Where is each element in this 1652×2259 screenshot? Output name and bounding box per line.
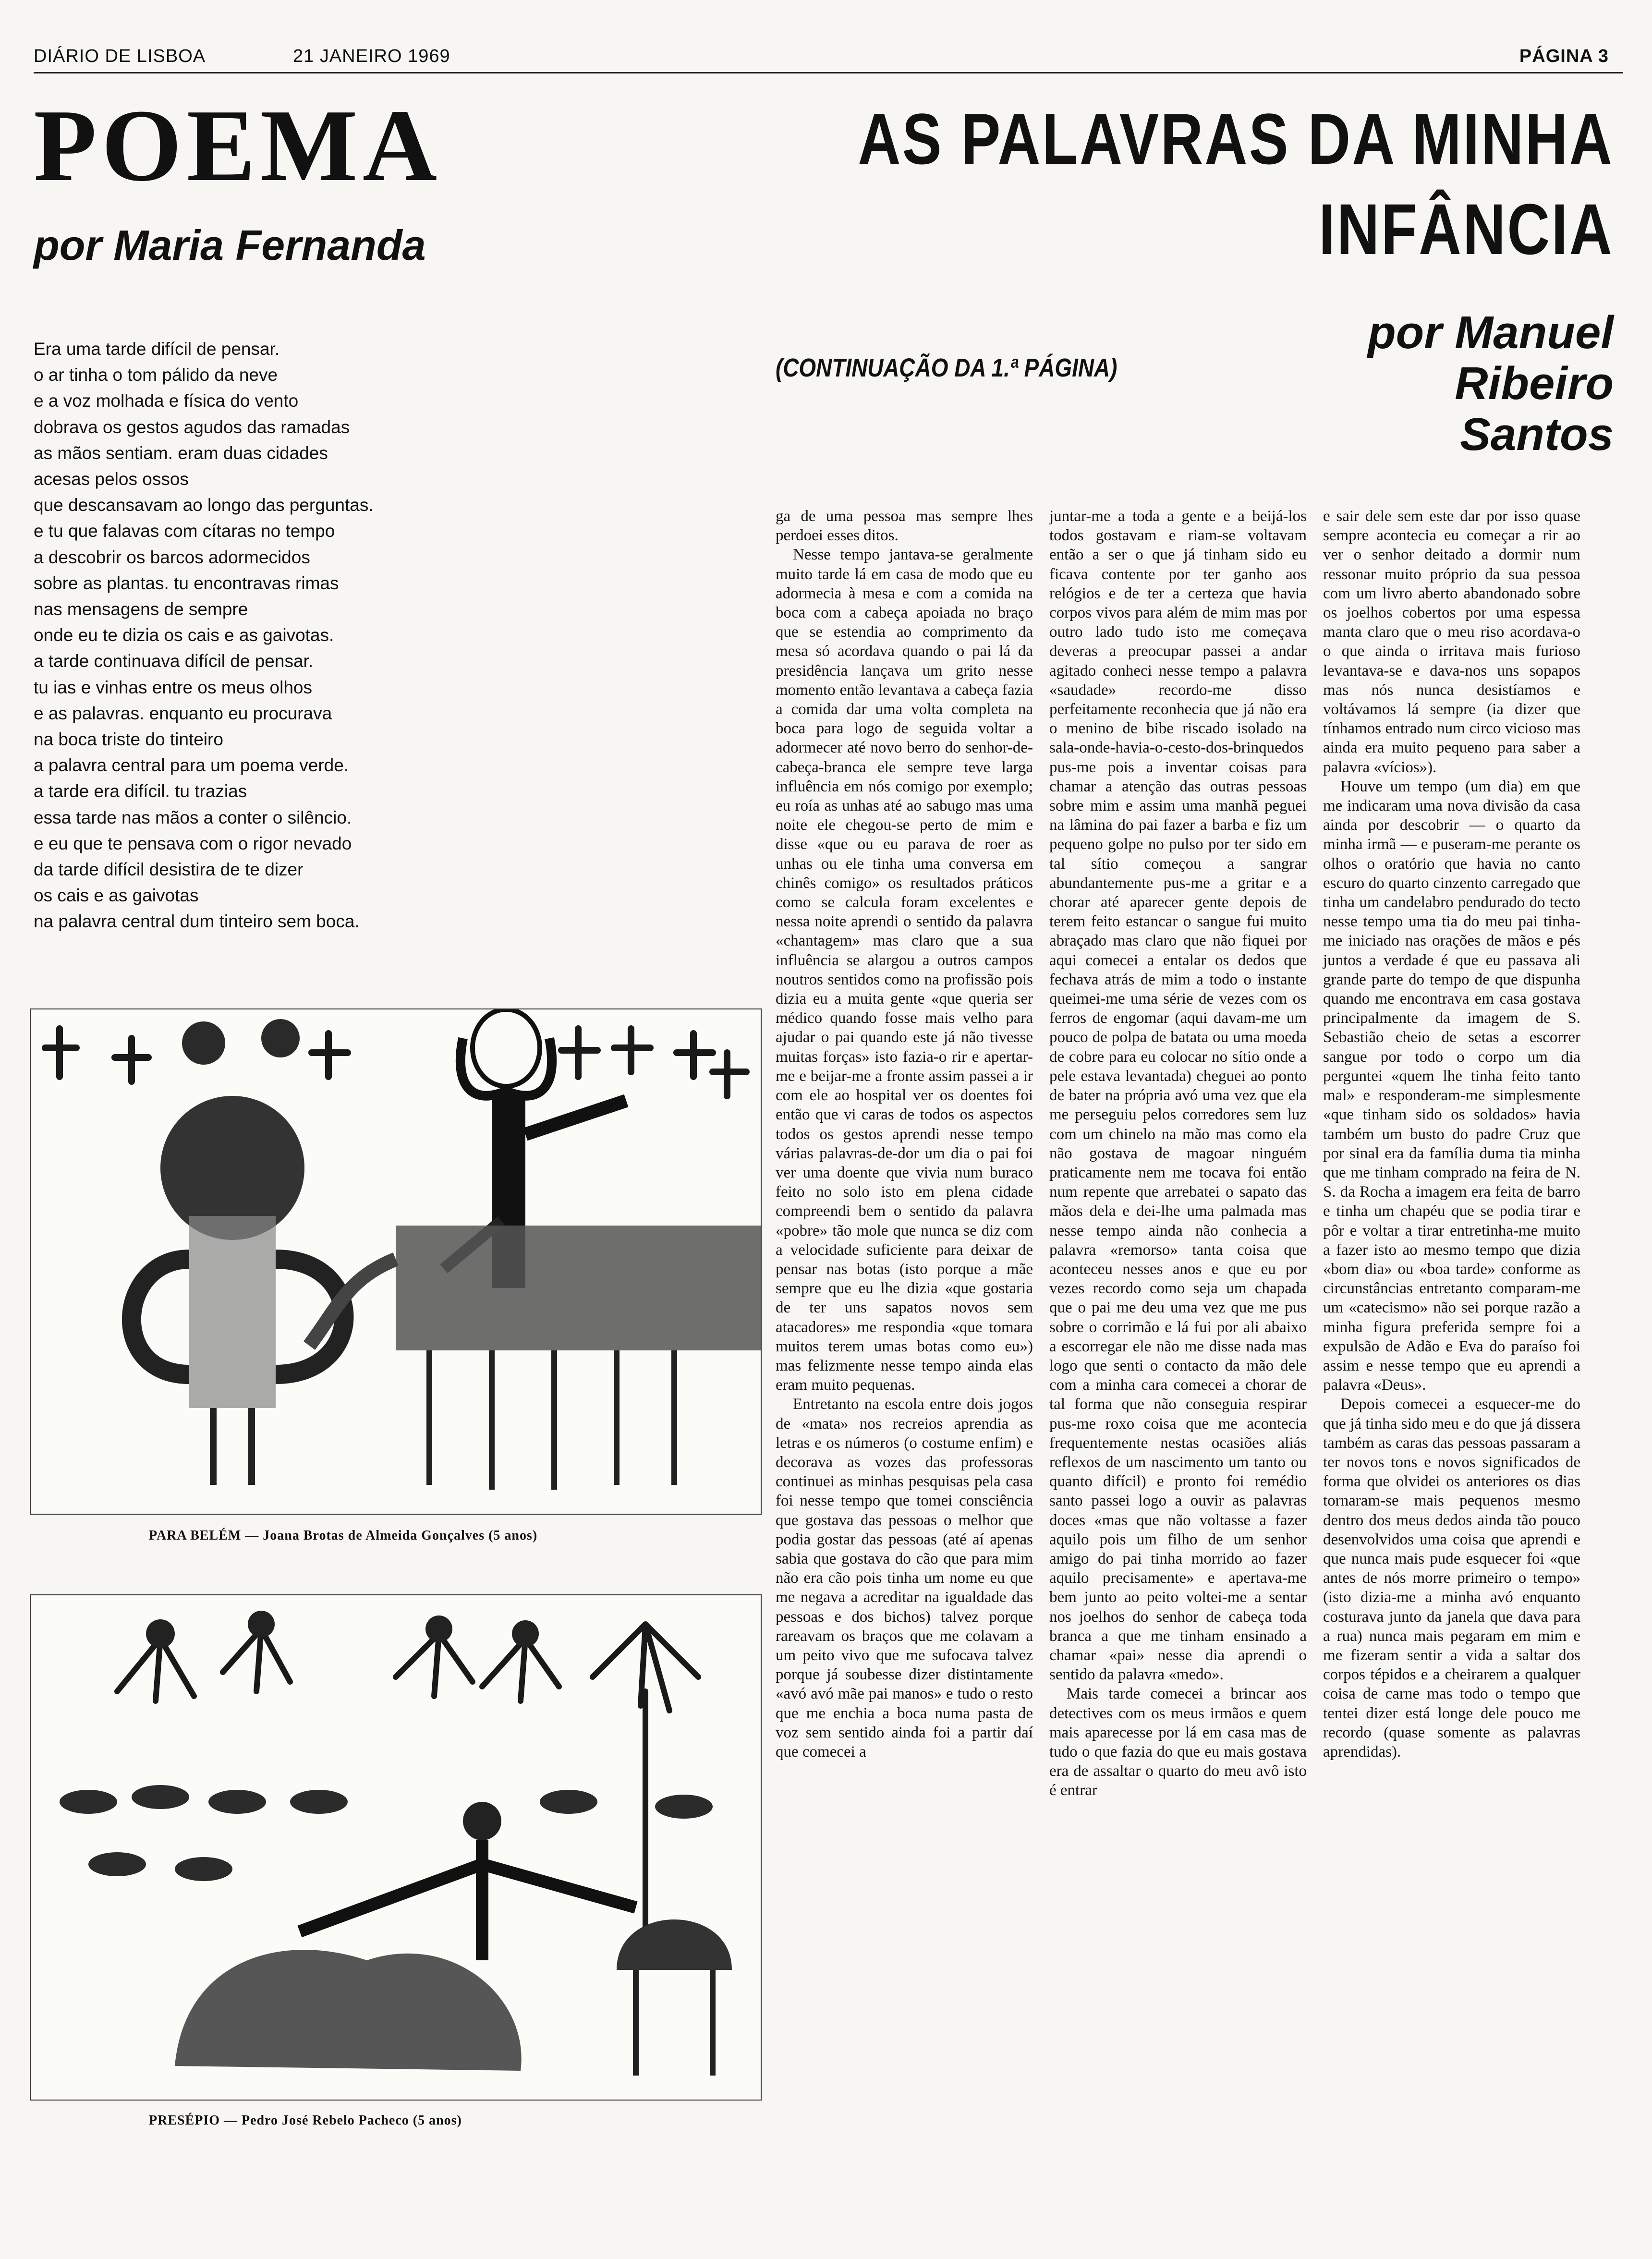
article-byline — [1277, 307, 1614, 460]
byline-line-1: por Manuel — [1367, 307, 1614, 358]
poem-line: o ar tinha o tom pálido da neve — [34, 365, 278, 385]
poem-line: da tarde difícil desistira de te dizer — [34, 860, 304, 880]
poem-line: Era uma tarde difícil de pensar. — [34, 339, 280, 359]
poem-line: e eu que te pensava com o rigor nevado — [34, 833, 352, 853]
poem-line: as mãos sentiam. eram duas cidades — [34, 443, 328, 463]
poem-line: sobre as plantas. tu encontravas rimas — [34, 573, 339, 593]
poem-line: que descansavam ao longo das perguntas. — [34, 495, 374, 515]
byline-line-3: Santos — [1459, 409, 1614, 460]
poem-line: a tarde era difícil. tu trazias — [34, 781, 247, 802]
paragraph: Nesse tempo jantava-se geralmente muito tarde lá em casa de modo que eu adormecia à mesa e com a comida na boca com a cabeça apoiada no braço que se estendia ao comprimento da mesa só acordava quando o pai lá da presidência lançava um grito nesse momento então levantava a cabeça fazia a comida dar uma volta completa na boca para logo de seguida voltar a adormecer até novo berro do senhor-de-cabeça-branca ele sempre teve larga influência em nós comigo por exemplo; eu roía as unhas até ao sabugo mas uma noite ele chegou-se perto de mim e disse «que ou eu parava de roer as unhas ou ele tinha uma conversa em chinês comigo» os resultados práticos como se calcula foram excelentes e nessa noite aprendi o sentido da palavra «chantagem» mas claro que a sua influência se alargou a outros campos noutros sentidos como na profissão pois dizia eu a muita gente «que queria ser médico quando fosse mais velho para ajudar o pai quando este já não tivesse muitas forças» isto fazia-o rir e apertar-me e beijar-me a fronte assim passei a ir com ele ao hospital ver os doentes foi então que vi caras de todos os aspectos todos os gestos aprendi nesse tempo várias palavras-de-dor um dia o pai foi ver uma doente que vivia num buraco feito no solo isto em plena cidade compreendi bem o sentido da palavra «pobre» tão mole que nunca se diz com a velocidade suficiente para deixar de pensar nas botas (isto porque a mãe sempre que eu lhe dizia «que gostaria de ter uns sapatos novos sem atacadores» me respondia «que tomara muitos terem umas botas como eu») mas felizmente nesse tempo ainda elas eram muito pequenas. — [776, 546, 1033, 1394]
poem-line: na boca triste do tinteiro — [34, 729, 223, 750]
poem-line: onde eu te dizia os cais e as gaivotas. — [34, 625, 334, 645]
poem-line: nas mensagens de sempre — [34, 599, 248, 619]
poem-line: a descobrir os barcos adormecidos — [34, 547, 310, 567]
drawing-belem-illustration — [31, 1009, 761, 1514]
page-number: PÁGINA 3 — [1519, 46, 1609, 66]
paragraph: Mais tarde comecei a brincar aos detectives com os meus irmãos e quem mais aparecesse por lá em casa mas de tudo o que fazia do que eu mais gostava era de assaltar o quarto do meu avô isto é entrar — [1049, 1685, 1307, 1799]
paragraph: ga de uma pessoa mas sempre lhes perdoei esses ditos. — [776, 508, 1033, 545]
article-column-2 — [1049, 507, 1307, 1800]
caption-belem: PARA BELÉM — Joana Brotas de Almeida Gonçalves (5 anos) — [149, 1528, 538, 1543]
article-column-1 — [776, 507, 1033, 1761]
header-rule — [34, 72, 1623, 73]
drawing-presepio-illustration — [31, 1595, 761, 2100]
newspaper-name: DIÁRIO DE LISBOA — [34, 46, 206, 66]
poem-line: tu ias e vinhas entre os meus olhos — [34, 677, 312, 697]
paragraph: Depois comecei a esquecer-me do que já tinha sido meu e do que já dissera também as caras das pessoas passaram a ter novos tons e novos significados de forma que olvidei os anteriores os dias tornaram-se mais pequenos mesmo dentro dos meus dedos ainda tão pouco desenvolvidos uma coisa que aprendi e que nunca mais pude esquecer foi «que antes de nós morre primeiro o tempo» (isto dizia-me a minha avó enquanto costurava junto da janela que dava para a rua) nunca mais pegaram em mim e me fizeram sentir a vida a saltar dos corpos tépidos e a cheirarem a qualquer coisa de carne mas todo o tempo que tentei dizer está longe dele pouco me recordo (quase somente as palavras aprendidas). — [1323, 1396, 1580, 1761]
byline-line-2: Ribeiro — [1455, 358, 1614, 409]
poem-line: a palavra central para um poema verde. — [34, 755, 349, 776]
article-column-3 — [1323, 507, 1580, 1761]
issue-date: 21 JANEIRO 1969 — [293, 46, 450, 66]
article-title — [708, 94, 1614, 274]
children-drawing-belem — [30, 1008, 762, 1515]
paragraph: juntar-me a toda a gente e a beijá-los todos gostavam e riam-se voltavam então a ser o que já tinham sido eu ficava contente por ter ganho aos relógios e de ter a certeza que havia corpos vivos para além de mim mas por outro lado tudo isto me começava deveras a preocupar passei a andar agitado conheci nesse tempo a palavra «saudade» recordo-me disso perfeitamente reconhecia que já não era o menino de bibe riscado isolado na sala-onde-havia-o-cesto-dos-brinquedos pus-me pois a inventar coisas para chamar a atenção das outras pessoas sobre mim e assim uma manhã peguei na lâmina do pai fazer a barba e fiz um pequeno golpe no pulso por ter sido em tal sítio começou a sangrar abundantemente pus-me a gritar e a chorar até aparecer gente depois de terem feito estancar o sangue fui muito abraçado mas claro que não fiquei por aqui comecei a entalar os dedos que fechava atrás de mim a todo o instante queimei-me uma série de vezes com os ferros de engomar (aqui davam-me um pouco de polpa de batata ou uma moeda de cobre para eu colocar no sítio onde a pele estava levantada) cheguei ao ponto de bater na própria avó uma vez que ela me perseguiu pelos corredores sem luz com um chinelo na mão mas como ela não gostava de magoar ninguém praticamente nem me tocava foi então num repente que arrebatei o sapato das mãos dela e dei-lhe uma palmada mas nesse tempo ainda não conhecia a palavra «remorso» tanta coisa que aconteceu nesses anos e que eu por vezes recordo como seja um chapada que o pai me deu uma vez que me pus sobre o corrimão e lá fui por ali abaixo a escorregar ele não me disse nada mas logo que senti o contacto da mão dele com a minha cara comecei a chorar de tal forma que não conseguia respirar pus-me roxo coisa que me acontecia frequentemente nestas ocasiões aliás reflexos de um nascimento um tanto ou quanto difícil) e pronto foi remédio santo passei logo a ouvir as palavras doces «mas que não voltasse a fazer aquilo pois um filho de um senhor amigo do pai tinha morrido ao fazer aquilo precisamente» e apertava-me bem junto ao peito voltei-me a sentar nos joelhos do senhor de cabeça toda branca a que me tinham ensinado a chamar «pai» nesse dia aprendi o sentido da palavra «medo». — [1049, 508, 1307, 1684]
poem-line: e tu que falavas com cítaras no tempo — [34, 521, 335, 541]
paragraph: Houve um tempo (um dia) em que me indicaram uma nova divisão da casa ainda por descobrir — o quarto da minha irmã — e puseram-me perante os olhos o oratório que havia no canto escuro do quarto cinzento carregado que tinha um candelabro pendurado do tecto nesse tempo uma tia do meu pai tinha-me iniciado nas orações de mãos e pés juntos a verdade é que eu passava ali grande parte do tempo de que dispunha quando me encontrava em casa gostava principalmente da imagem de S. Sebastião cheio de setas a escorrer sangue por todo o corpo um dia perguntei «quem lhe tinha feito tanto mal» e responderam-me simplesmente «que tinham sido os soldados» havia também um busto do padre Cruz que por sinal era da família duma tia minha que me tinham comprado na feira de N. S. da Rocha a imagem era feita de barro e tinha um chapéu que se podia tirar e pôr e voltar a tirar entretinha-me muito a fazer isto ao mesmo tempo que dizia «bom dia» ou «boa tarde» conforme as circunstâncias entretanto comparam-me um «catecismo» não sei porque razão a minha figura preferida sempre foi a expulsão de Adão e Eva do paraíso foi assim e nesse tempo que eu aprendi a palavra «Deus». — [1323, 777, 1580, 1394]
article-title-line-1: AS PALAVRAS DA MINHA — [858, 98, 1614, 179]
poem-line: os cais e as gaivotas — [34, 886, 199, 906]
poem-line: e a voz molhada e física do vento — [34, 391, 299, 411]
continuation-note: (CONTINUAÇÃO DA 1.ª PÁGINA) — [776, 353, 1118, 382]
poem-body — [34, 336, 485, 935]
poem-line: a tarde continuava difícil de pensar. — [34, 651, 314, 671]
poem-line: na palavra central dum tinteiro sem boca. — [34, 911, 360, 932]
children-drawing-presepio — [30, 1594, 762, 2101]
poem-line: dobrava os gestos agudos das ramadas — [34, 417, 350, 437]
poem-line: essa tarde nas mãos a conter o silêncio. — [34, 807, 352, 827]
paragraph: Entretanto na escola entre dois jogos de «mata» nos recreios aprendia as letras e os números (o costume enfim) e decorava as vozes das professoras continuei as minhas pesquisas pela casa foi nesse tempo que tomei consciência que gostava das pessoas o melhor que podia gostar das pessoas (até aí apenas sabia que gostava do cão que para mim não era cão pois tinha um nome eu que me negava a acreditar na igualdade das pessoas e dos bichos) talvez porque rareavam os braços que me colavam a um peito vivo que me sufocava talvez porque já soubesse dizer distintamente «avó avó mãe pai manos» e tudo o resto que me enchia a boca numa pasta de voz sem sentido ainda foi a partir daí que comecei a — [776, 1396, 1033, 1761]
poem-title: POEMA — [34, 88, 442, 203]
poem-line: e as palavras. enquanto eu procurava — [34, 703, 332, 723]
article-title-line-2: INFÂNCIA — [1319, 189, 1614, 269]
paragraph: e sair dele sem este dar por isso quase sempre acontecia eu começar a rir ao ver o senhor deitado a dormir num ressonar muito próprio da sua pessoa com um livro aberto abandonado sobre os joelhos cobertos por uma espessa manta claro que o meu riso acordava-o o que ainda o irritava mais furioso levantava-se e dava-nos uns sopapos mas nós nunca desistíamos e voltávamos lá sempre (ia dizer que tínhamos entrado num circo vicioso mas ainda era muito pequeno para saber a palavra «vícios»). — [1323, 508, 1580, 776]
poem-line: acesas pelos ossos — [34, 469, 189, 489]
poem-author: por Maria Fernanda — [34, 221, 426, 269]
caption-presepio: PRESÉPIO — Pedro José Rebelo Pacheco (5 anos) — [149, 2113, 462, 2128]
